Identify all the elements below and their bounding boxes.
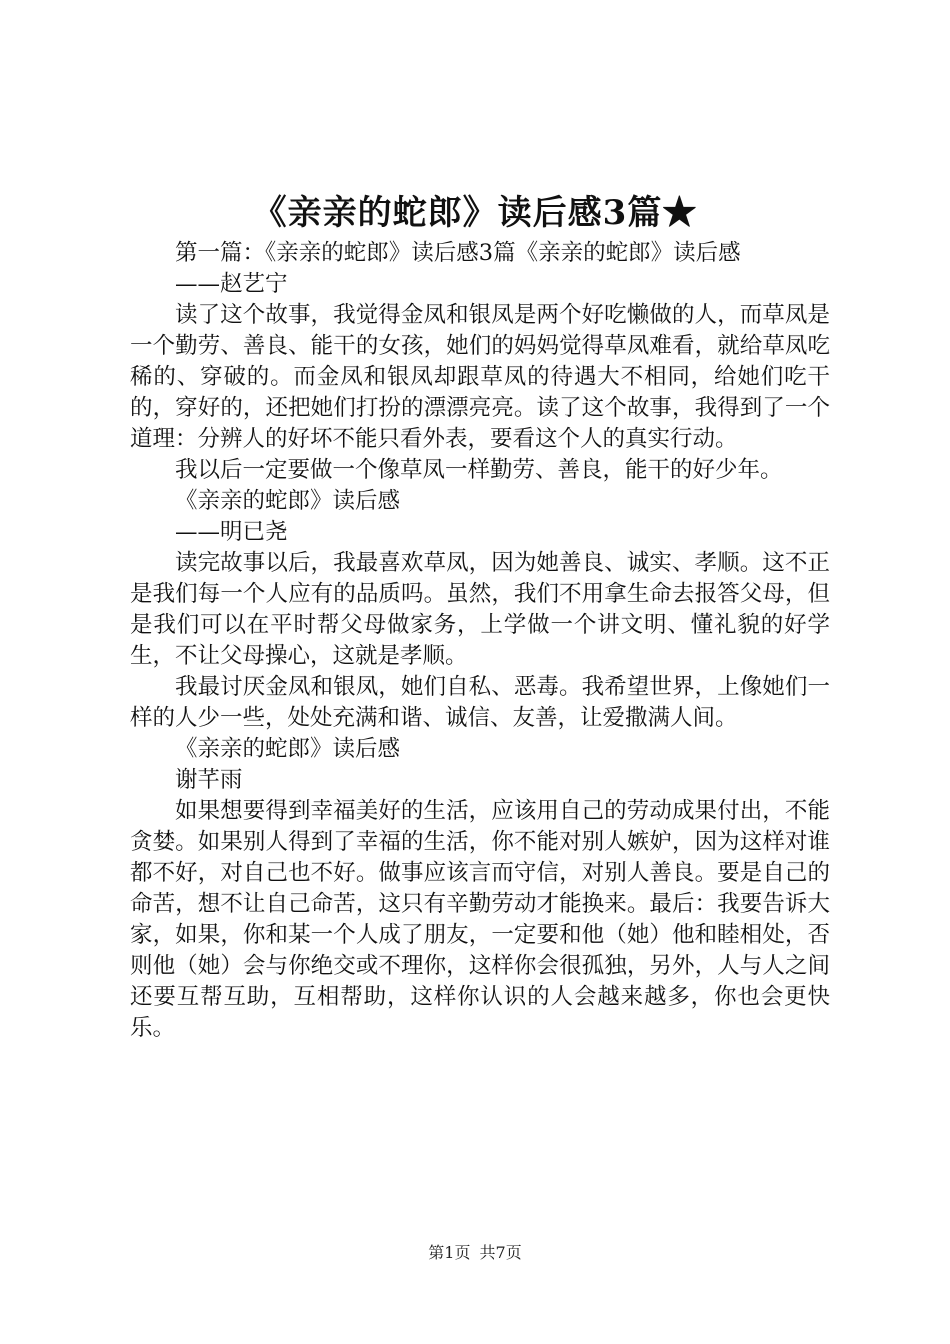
page-footer xyxy=(0,1240,950,1263)
section-heading: 《亲亲的蛇郎》读后感 xyxy=(175,488,401,514)
document-title: 《亲亲的蛇郎》读后感3篇★ xyxy=(252,193,698,233)
paragraph: 如果想要得到幸福美好的生活，应该用自己的劳动成果付出，不能贪婪。如果别人得到了幸福的生活，你不能对别人嫉妒，因为这样对谁都不好，对自己也不好。做事应该言而守信，对别人善良。要是自己的命苦，想不让自己命苦，这只有辛勤劳动才能换来。最后：我要告诉大家，如果，你和某一个人成了朋友，一定要和他（她）他和睦相处，否则他（她）会与你绝交或不理你，这样你会很孤独，另外，人与人之间还要互帮互助，互相帮助，这样你认识的人会越来越多，你也会更快乐。 xyxy=(130,798,830,1041)
author-line: 谢芊雨 xyxy=(175,767,243,793)
author-line: ——赵艺宁 xyxy=(175,271,288,297)
paragraph-intro: 第一篇：《亲亲的蛇郎》读后感3篇《亲亲的蛇郎》读后感 xyxy=(175,240,741,266)
paragraph: 读完故事以后，我最喜欢草凤，因为她善良、诚实、孝顺。这不正是我们每一个人应有的品质吗。虽然，我们不用拿生命去报答父母，但是我们可以在平时帮父母做家务，上学做一个讲文明、懂礼貌的好学生，不让父母操心，这就是孝顺。 xyxy=(130,550,830,669)
section-heading: 《亲亲的蛇郎》读后感 xyxy=(175,736,401,762)
author-line: ——明已尧 xyxy=(175,519,288,545)
paragraph: 读了这个故事，我觉得金凤和银凤是两个好吃懒做的人，而草凤是一个勤劳、善良、能干的女孩，她们的妈妈觉得草凤难看，就给草凤吃稀的、穿破的。而金凤和银凤却跟草凤的待遇大不相同，给她们吃干的，穿好的，还把她们打扮的漂漂亮亮。读了这个故事，我得到了一个道理：分辨人的好坏不能只看外表，要看这个人的真实行动。 xyxy=(130,302,830,452)
page-number: 第1页 xyxy=(428,1243,471,1262)
document-body xyxy=(130,238,830,1044)
paragraph: 我以后一定要做一个像草凤一样勤劳、善良，能干的好少年。 xyxy=(175,457,783,483)
paragraph: 我最讨厌金凤和银凤，她们自私、恶毒。我希望世界，上像她们一样的人少一些，处处充满和谐、诚信、友善，让爱撒满人间。 xyxy=(130,674,830,731)
page-total: 共7页 xyxy=(479,1243,522,1262)
